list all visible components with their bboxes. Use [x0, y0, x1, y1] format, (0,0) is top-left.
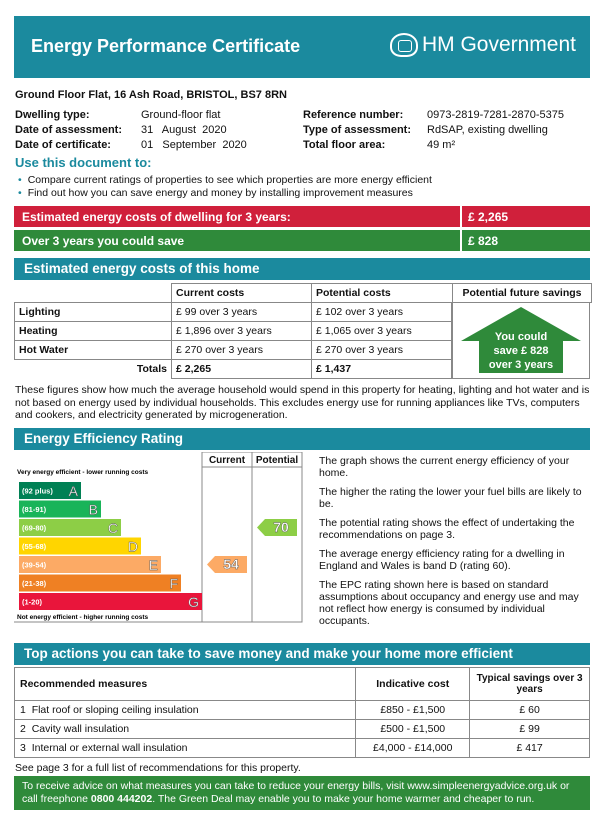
footer-line-2-pre: call freephone	[22, 793, 91, 805]
reference-key: Reference number:	[303, 109, 404, 121]
band-range-label: (21-38)	[22, 579, 47, 588]
current-cost-cell: £ 270 over 3 years	[172, 341, 312, 360]
measure-name: Flat roof or sloping ceiling insulation	[31, 704, 199, 716]
freephone-number[interactable]: 0800 444202	[90, 793, 153, 805]
totals-label: Totals	[15, 360, 172, 379]
use-document-heading: Use this document to:	[15, 155, 152, 170]
current-cost-cell: £ 1,896 over 3 years	[172, 322, 312, 341]
current-costs-header: Current costs	[172, 284, 312, 303]
eer-text-para: The graph shows the current energy efficiency of your home.	[319, 455, 570, 479]
table-row	[15, 720, 590, 739]
floor-area-value: 49 m²	[427, 139, 456, 151]
costs-note: These figures show how much the average household would spend in this property for heating, lighting and hot water and is not based on energy used by individual households. This excludes energy use for running appliances like TVs, computers and cookers, and electricity generated by microgeneration.	[15, 384, 590, 421]
totals-potential: £ 1,437	[312, 360, 453, 379]
cost-header: Indicative cost	[356, 668, 470, 701]
see-page-note: See page 3 for a full list of recommendations for this property.	[15, 762, 301, 774]
bullet-item: • Compare current ratings of properties to see which properties are more energy efficient	[18, 174, 432, 187]
potential-costs-header: Potential costs	[312, 284, 453, 303]
measure-saving: £ 417	[470, 739, 590, 758]
band-letter: E	[148, 557, 158, 573]
assessment-type-key: Type of assessment:	[303, 124, 412, 136]
potential-rating-value: 70	[273, 519, 289, 535]
future-savings-header: Potential future savings	[453, 284, 592, 303]
row-label: Lighting	[15, 303, 172, 322]
band-letter: B	[88, 501, 98, 518]
row-label: Heating	[15, 322, 172, 341]
actions-section-header	[14, 643, 590, 665]
band-range-label: (81-91)	[22, 505, 47, 514]
potential-column-header: Potential	[255, 455, 299, 466]
savings-value: £ 828	[468, 234, 499, 248]
row-label: Hot Water	[15, 341, 172, 360]
hm-government-logo	[390, 33, 576, 57]
certificate-date-value: 01 September 2020	[141, 139, 247, 151]
savings-bar	[14, 230, 590, 251]
actions-section-title: Top actions you can take to save money and make your home more efficient	[24, 646, 513, 661]
band-range-label: (1-20)	[22, 597, 43, 607]
totals-current: £ 2,265	[172, 360, 312, 379]
page-title: Energy Performance Certificate	[31, 36, 301, 56]
eer-section-header	[14, 428, 590, 450]
measure-saving: £ 60	[470, 701, 590, 720]
eer-text-para: The higher the rating the lower your fuel bills are likely to be.	[319, 486, 582, 510]
top-efficiency-label: Very energy efficient - lower running costs	[17, 469, 149, 476]
current-cost-cell: £ 99 over 3 years	[172, 303, 312, 322]
certificate-date-key: Date of certificate:	[15, 139, 111, 151]
footer-line-1: To receive advice on what measures you can take to reduce your energy bills, visit www.simpleenergyadvice.org.uk or	[22, 780, 570, 792]
estimated-cost-bar	[14, 206, 590, 227]
eer-text-para: The potential rating shows the effect of undertaking the recommendations on page 3.	[319, 517, 575, 541]
table-row	[15, 701, 590, 720]
use-bullets	[18, 174, 432, 200]
band-range-label: (39-54)	[22, 560, 47, 570]
eer-section-title: Energy Efficiency Rating	[24, 431, 184, 446]
band-letter: A	[68, 483, 78, 499]
dwelling-type-key: Dwelling type:	[15, 109, 90, 121]
band-range-label: (69-80)	[22, 523, 47, 533]
measure-number: 3	[20, 742, 26, 754]
gov-label: HM Government	[421, 33, 576, 56]
savings-label: Over 3 years you could save	[22, 234, 185, 248]
measures-header: Recommended measures	[15, 668, 356, 701]
band-letter: F	[169, 575, 178, 592]
savings-header: Typical savings over 3 years	[470, 668, 590, 701]
certificate-header	[14, 16, 590, 78]
footer-line-2-post: . The Green Deal may enable you to make your home warmer and cheaper to run.	[152, 793, 535, 805]
savings-line-1: You could	[494, 331, 548, 343]
band-letter: D	[127, 538, 138, 555]
measure-number: 2	[20, 723, 26, 735]
band-g-bar	[19, 593, 202, 610]
band-range-label: (92 plus)	[22, 486, 53, 496]
assessment-date-key: Date of assessment:	[15, 124, 122, 136]
eer-explanation	[319, 455, 587, 634]
divider	[460, 230, 462, 251]
dwelling-type-value: Ground-floor flat	[141, 109, 221, 121]
current-column-header: Current	[208, 455, 246, 466]
savings-arrow-icon	[459, 305, 583, 375]
band-letter: G	[188, 594, 199, 610]
potential-cost-cell: £ 270 over 3 years	[312, 341, 453, 360]
estimated-cost-value: £ 2,265	[468, 210, 509, 224]
costs-section-title: Estimated energy costs of this home	[24, 261, 260, 276]
reference-value: 0973-2819-7281-2870-5375	[427, 109, 565, 121]
eer-text-para: The EPC rating shown here is based on standard assumptions about occupancy and energy use and may not reflect how energy is consumed by individual occupants.	[319, 579, 579, 627]
bottom-efficiency-label: Not energy efficient - higher running costs	[17, 614, 149, 621]
eer-text-para: The average energy efficiency rating for a dwelling in England and Wales is band D (rating 60).	[319, 548, 565, 572]
blank-header	[15, 284, 172, 303]
current-rating-value: 54	[223, 556, 239, 572]
savings-line-3: over 3 years	[488, 359, 554, 371]
measure-name: Internal or external wall insulation	[31, 742, 188, 754]
advice-footer	[14, 776, 590, 810]
eer-chart	[14, 452, 306, 624]
measure-cost: £500 - £1,500	[356, 720, 470, 739]
measure-number: 1	[20, 704, 26, 716]
measure-cost: £4,000 - £14,000	[356, 739, 470, 758]
potential-cost-cell: £ 1,065 over 3 years	[312, 322, 453, 341]
actions-table	[14, 667, 590, 758]
royal-crest-icon	[390, 33, 418, 57]
band-range-label: (55-68)	[22, 542, 47, 551]
floor-area-key: Total floor area:	[303, 139, 386, 151]
band-letter: C	[107, 520, 118, 536]
measure-cost: £850 - £1,500	[356, 701, 470, 720]
assessment-type-value: RdSAP, existing dwelling	[427, 124, 548, 136]
savings-line-2: save £ 828	[493, 345, 549, 357]
property-address: Ground Floor Flat, 16 Ash Road, BRISTOL, BS7 8RN	[15, 89, 287, 101]
measure-saving: £ 99	[470, 720, 590, 739]
table-row	[15, 739, 590, 758]
costs-section-header	[14, 258, 590, 280]
bullet-item: • Find out how you can save energy and money by installing improvement measures	[18, 187, 432, 200]
measure-name: Cavity wall insulation	[31, 723, 130, 735]
details-left	[15, 108, 247, 153]
details-right	[303, 108, 564, 153]
assessment-date-value: 31 August 2020	[141, 124, 227, 136]
potential-cost-cell: £ 102 over 3 years	[312, 303, 453, 322]
divider	[460, 206, 462, 227]
estimated-cost-label: Estimated energy costs of dwelling for 3 years:	[22, 210, 291, 224]
